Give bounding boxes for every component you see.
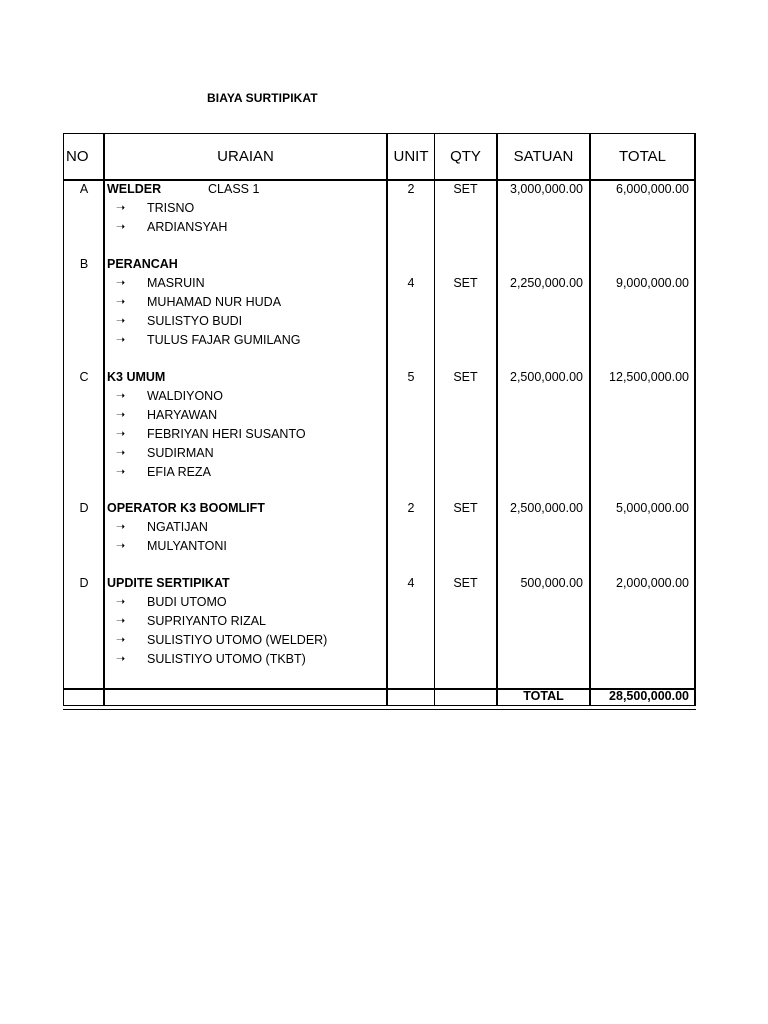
- row-no: D: [79, 576, 89, 590]
- col-border-5: [589, 133, 591, 706]
- satuan-value: 2,250,000.00: [510, 275, 583, 290]
- arrow-right-icon: ➝: [116, 652, 126, 665]
- arrow-right-icon: ➝: [116, 333, 126, 346]
- member-name: EFIA REZA: [147, 464, 211, 479]
- member-name: BUDI UTOMO: [147, 594, 227, 609]
- member-name: SUPRIYANTO RIZAL: [147, 613, 267, 628]
- arrow-right-icon: ➝: [116, 465, 126, 478]
- arrow-right-icon: ➝: [116, 446, 126, 459]
- total-value: 9,000,000.00: [616, 275, 689, 290]
- col-border-6: [694, 133, 696, 706]
- unit-value: 2: [407, 501, 415, 515]
- arrow-right-icon: ➝: [116, 220, 126, 233]
- member-name: SULISTIYO UTOMO (WELDER): [147, 632, 328, 647]
- group-name: K3 UMUM: [107, 370, 166, 384]
- arrow-right-icon: ➝: [116, 633, 126, 646]
- total-value: 12,500,000.00: [609, 370, 689, 384]
- arrow-right-icon: ➝: [116, 314, 126, 327]
- col-border-1: [103, 133, 105, 706]
- row-no: B: [79, 257, 89, 271]
- group-note: CLASS 1: [208, 182, 260, 196]
- member-name: FEBRIYAN HERI SUSANTO: [147, 426, 306, 441]
- member-name: NGATIJAN: [147, 519, 208, 534]
- header-qty: QTY: [450, 147, 481, 165]
- col-border-0: [63, 133, 64, 706]
- arrow-right-icon: ➝: [116, 389, 126, 402]
- member-name: MULYANTONI: [147, 538, 227, 553]
- unit-value: 4: [407, 275, 415, 290]
- arrow-right-icon: ➝: [116, 595, 126, 608]
- total-value: 5,000,000.00: [616, 501, 689, 515]
- member-name: SULISTYO BUDI: [147, 313, 243, 328]
- arrow-right-icon: ➝: [116, 614, 126, 627]
- col-border-3: [434, 133, 435, 706]
- arrow-right-icon: ➝: [116, 201, 126, 214]
- member-name: WALDIYONO: [147, 388, 223, 403]
- document-title: BIAYA SURTIPIKAT: [207, 91, 318, 105]
- group-name: WELDER: [107, 182, 162, 196]
- arrow-right-icon: ➝: [116, 295, 126, 308]
- col-border-2: [386, 133, 388, 706]
- group-name: OPERATOR K3 BOOMLIFT: [107, 501, 265, 515]
- header-satuan: SATUAN: [513, 147, 574, 165]
- satuan-value: 2,500,000.00: [510, 370, 583, 384]
- total-value: 6,000,000.00: [616, 182, 689, 196]
- unit-value: 2: [407, 182, 415, 196]
- unit-value: 5: [407, 370, 415, 384]
- qty-value: SET: [453, 370, 478, 384]
- member-name: SULISTIYO UTOMO (TKBT): [147, 651, 306, 666]
- row-no: D: [79, 501, 89, 515]
- row-no: C: [79, 370, 89, 384]
- arrow-right-icon: ➝: [116, 408, 126, 421]
- footer-total-label: TOTAL: [523, 689, 564, 703]
- arrow-right-icon: ➝: [116, 276, 126, 289]
- member-name: SUDIRMAN: [147, 445, 214, 460]
- qty-value: SET: [453, 275, 478, 290]
- arrow-right-icon: ➝: [116, 427, 126, 440]
- member-name: HARYAWAN: [147, 407, 218, 422]
- table-bottom-border-1: [63, 705, 696, 706]
- member-name: TRISNO: [147, 200, 195, 215]
- qty-value: SET: [453, 576, 478, 590]
- total-value: 2,000,000.00: [616, 576, 689, 590]
- col-border-4: [496, 133, 498, 706]
- member-name: TULUS FAJAR GUMILANG: [147, 332, 301, 347]
- satuan-value: 500,000.00: [520, 576, 583, 590]
- group-name: PERANCAH: [107, 257, 178, 271]
- header-total: TOTAL: [619, 147, 666, 165]
- footer-total-value: 28,500,000.00: [609, 689, 689, 703]
- header-uraian: URAIAN: [217, 147, 274, 165]
- arrow-right-icon: ➝: [116, 520, 126, 533]
- qty-value: SET: [453, 182, 478, 196]
- unit-value: 4: [407, 576, 415, 590]
- row-no: A: [79, 182, 89, 196]
- cost-table: [63, 133, 696, 711]
- member-name: MASRUIN: [147, 275, 205, 290]
- member-name: ARDIANSYAH: [147, 219, 228, 234]
- satuan-value: 3,000,000.00: [510, 182, 583, 196]
- header-no: NO: [66, 147, 89, 165]
- qty-value: SET: [453, 501, 478, 515]
- member-name: MUHAMAD NUR HUDA: [147, 294, 282, 309]
- table-bottom-border-2: [63, 709, 696, 710]
- group-name: UPDITE SERTIPIKAT: [107, 576, 230, 590]
- satuan-value: 2,500,000.00: [510, 501, 583, 515]
- arrow-right-icon: ➝: [116, 539, 126, 552]
- header-unit: UNIT: [393, 147, 429, 165]
